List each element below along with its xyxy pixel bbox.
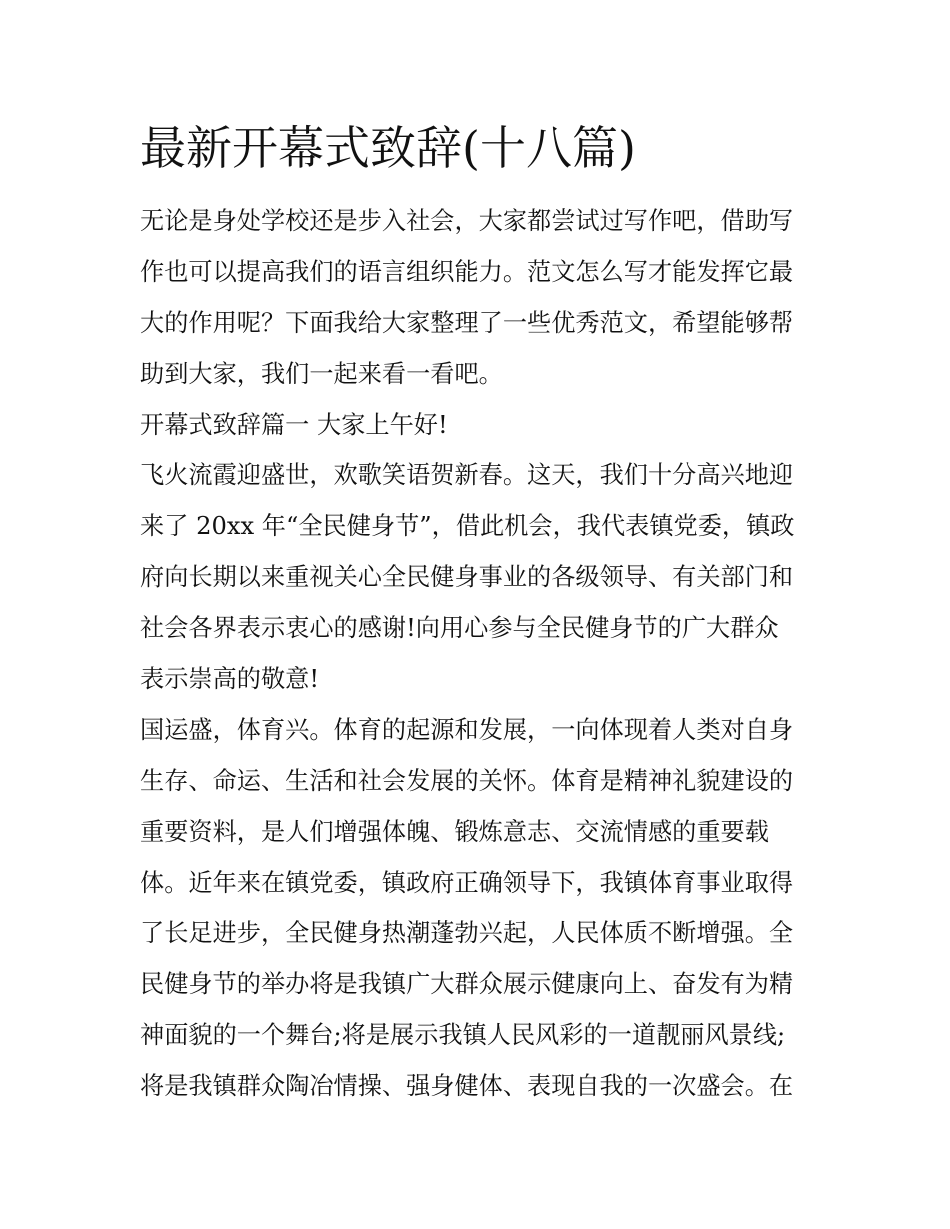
text-line: 无论是身处学校还是步入社会，大家都尝试过写作吧，借助写 [140, 207, 794, 235]
text-line: 社会各界表示衷心的感谢!向用心参与全民健身节的广大群众 [140, 614, 779, 643]
text-line: 将是我镇群众陶冶情操、强身健体、表现自我的一次盛会。在 [140, 1072, 794, 1101]
text-line: 飞火流霞迎盛世，欢歌笑语贺新春。这天，我们十分高兴地迎 [140, 461, 794, 490]
text-line: 府向长期以来重视关心全民健身事业的各级领导、有关部门和 [140, 563, 794, 592]
text-line: 国运盛，体育兴。体育的起源和发展，一向体现着人类对自身 [140, 715, 794, 744]
text-line: 来了 20xx 年“全民健身节”，借此机会，我代表镇党委，镇政 [140, 512, 795, 541]
text-line: 重要资料，是人们增强体魄、锻炼意志、交流情感的重要载 [140, 817, 769, 846]
page-title: 最新开幕式致辞(十八篇) [140, 121, 636, 175]
text-line: 作也可以提高我们的语言组织能力。范文怎么写才能发挥它最 [140, 257, 794, 286]
text-line: 大的作用呢？下面我给大家整理了一些优秀范文，希望能够帮 [140, 308, 794, 337]
text-line: 神面貌的一个舞台;将是展示我镇人民风彩的一道靓丽风景线; [140, 1021, 786, 1050]
text-line: 了长足进步，全民健身热潮蓬勃兴起，人民体质不断增强。全 [140, 919, 794, 948]
text-line: 表示崇高的敬意! [140, 665, 320, 694]
text-line: 生存、命运、生活和社会发展的关怀。体育是精神礼貌建设的 [140, 766, 794, 795]
text-line: 体。近年来在镇党委，镇政府正确领导下，我镇体育事业取得 [140, 868, 794, 897]
body-text [140, 196, 820, 1112]
text-line: 民健身节的举办将是我镇广大群众展示健康向上、奋发有为精 [140, 970, 794, 999]
text-line: 助到大家，我们一起来看一看吧。 [140, 359, 503, 388]
section-heading: 开幕式致辞篇一 大家上午好! [140, 410, 448, 439]
